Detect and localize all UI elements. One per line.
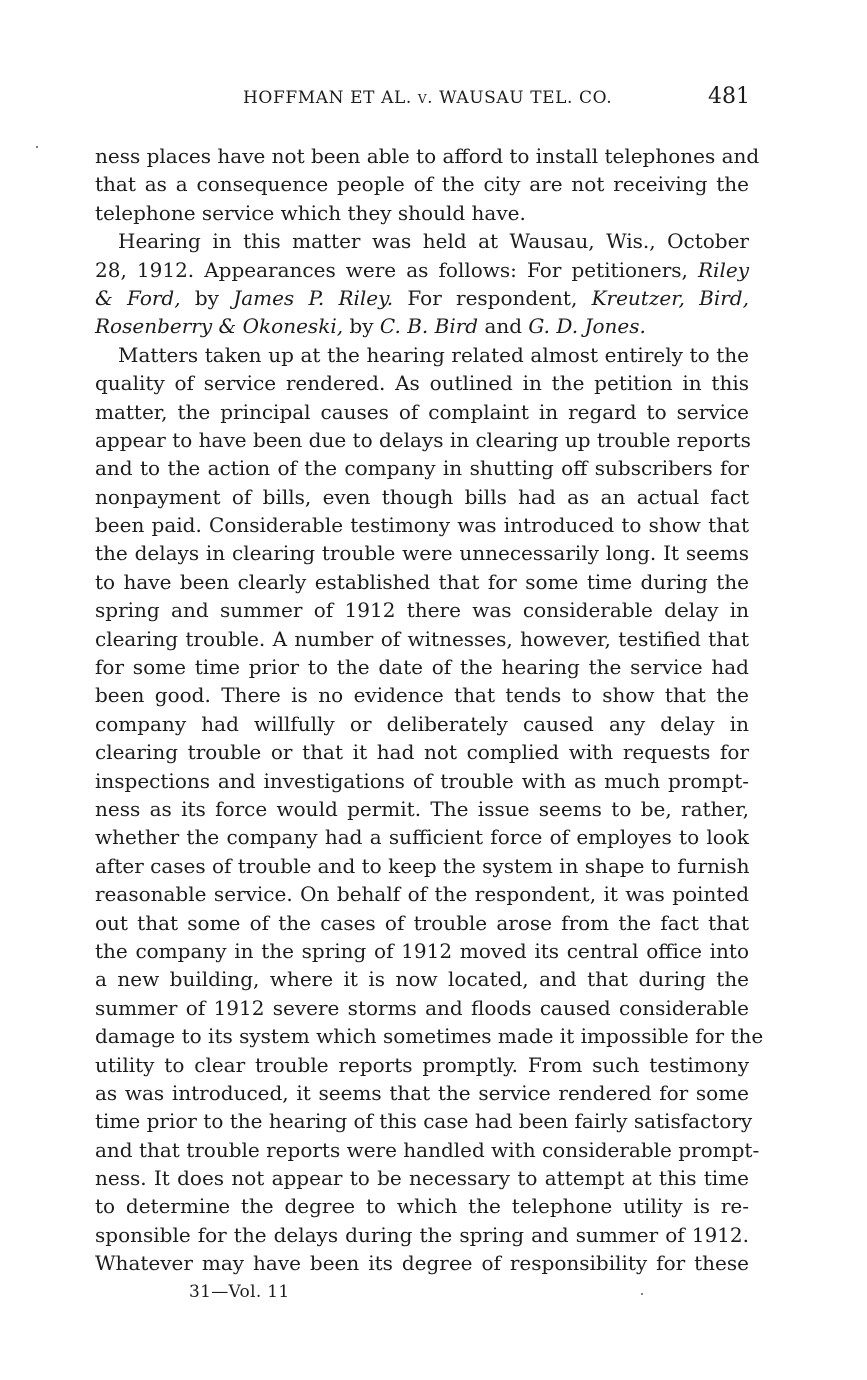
page-number: 481: [708, 84, 750, 109]
text-span: by: [180, 285, 234, 310]
text-line: Matters taken up at the hearing related almost entirely to the: [118, 342, 749, 367]
text-line: after cases of trouble and to keep the system in shape to furnish: [95, 853, 750, 878]
text-line: been paid. Considerable testimony was introduced to show that: [95, 513, 749, 538]
counsel-name: Riley: [698, 257, 749, 282]
text-line: [95, 312, 749, 340]
text-line: ness as its force would permit. The issue seems to be, rather,: [95, 796, 749, 821]
text-span: by: [343, 314, 380, 339]
text-line: for some time prior to the date of the hearing the service had: [95, 655, 749, 680]
text-line: damage to its system which sometimes made it impossible for the: [95, 1024, 764, 1049]
text-span: For respondent,: [393, 285, 592, 310]
text-line: utility to clear trouble reports promptly. From such testimony: [95, 1052, 749, 1077]
text-line: as was introduced, it seems that the service rendered for some: [95, 1080, 749, 1105]
counsel-name: C. B. Bird: [379, 314, 479, 339]
text-line: matter, the principal causes of complaint in regard to service: [95, 399, 749, 424]
text-line: company had willfully or deliberately caused any delay in: [95, 711, 749, 736]
text-line: clearing trouble or that it had not complied with requests for: [95, 740, 749, 765]
text-span: 28, 1912. Appearances were as follows: For petitioners,: [95, 257, 698, 282]
text-line: out that some of the cases of trouble arose from the fact that: [95, 910, 749, 935]
body-text: [95, 142, 764, 1278]
scan-speck: [36, 146, 38, 148]
counsel-name: Kreutzer, Bird,: [591, 285, 749, 310]
text-line: clearing trouble. A number of witnesses, however, testified that: [95, 626, 749, 651]
text-line: [95, 256, 749, 284]
text-line: the company in the spring of 1912 moved its central office into: [95, 938, 749, 963]
text-line: that as a consequence people of the city are not receiving the: [95, 172, 749, 197]
text-line: summer of 1912 severe storms and floods caused considerable: [95, 995, 749, 1020]
text-line: been good. There is no evidence that tends to show that the: [95, 683, 749, 708]
running-head: [95, 84, 750, 112]
text-line: ness. It does not appear to be necessary to attempt at this time: [95, 1166, 749, 1191]
text-span: and: [478, 314, 529, 339]
text-line: sponsible for the delays during the spring and summer of 1912.: [95, 1222, 749, 1247]
text-line: whether the company had a sufficient force of employes to look: [95, 825, 749, 850]
counsel-name: Rosenberry & Okoneski,: [95, 314, 344, 339]
text-line: Hearing in this matter was held at Wausau, Wis., October: [118, 229, 749, 254]
running-title: HOFFMAN ET AL. v. WAUSAU TEL. CO.: [243, 88, 613, 108]
text-line: nonpayment of bills, even though bills had as an actual fact: [95, 484, 749, 509]
text-line: spring and summer of 1912 there was considerable delay in: [95, 598, 749, 623]
text-line: to have been clearly established that for some time during the: [95, 569, 749, 594]
text-line: reasonable service. On behalf of the respondent, it was pointed: [95, 882, 749, 907]
text-line: Whatever may have been its degree of responsibility for these: [95, 1251, 749, 1276]
text-line: to determine the degree to which the telephone utility is re-: [95, 1194, 749, 1219]
counsel-name: & Ford,: [95, 285, 181, 310]
text-line: and that trouble reports were handled with considerable prompt-: [95, 1137, 760, 1162]
text-line: a new building, where it is now located, and that during the: [95, 967, 749, 992]
text-line: telephone service which they should have.: [95, 200, 526, 225]
text-line: time prior to the hearing of this case had been fairly satisfactory: [95, 1109, 753, 1134]
text-line: inspections and investigations of trouble with as much prompt-: [95, 768, 749, 793]
signature-mark: 31—Vol. 11: [189, 1282, 290, 1302]
text-line: quality of service rendered. As outlined in the petition in this: [95, 371, 749, 396]
text-line: [95, 284, 749, 312]
scan-speck: [641, 1293, 643, 1295]
counsel-name: G. D. Jones.: [528, 314, 646, 339]
counsel-name: James P. Riley.: [233, 285, 394, 310]
text-line: appear to have been due to delays in clearing up trouble reports: [95, 427, 751, 452]
text-line: ness places have not been able to afford to install telephones and: [95, 144, 760, 168]
text-line: the delays in clearing trouble were unnecessarily long. It seems: [95, 541, 749, 566]
text-line: and to the action of the company in shutting off subscribers for: [95, 456, 749, 481]
